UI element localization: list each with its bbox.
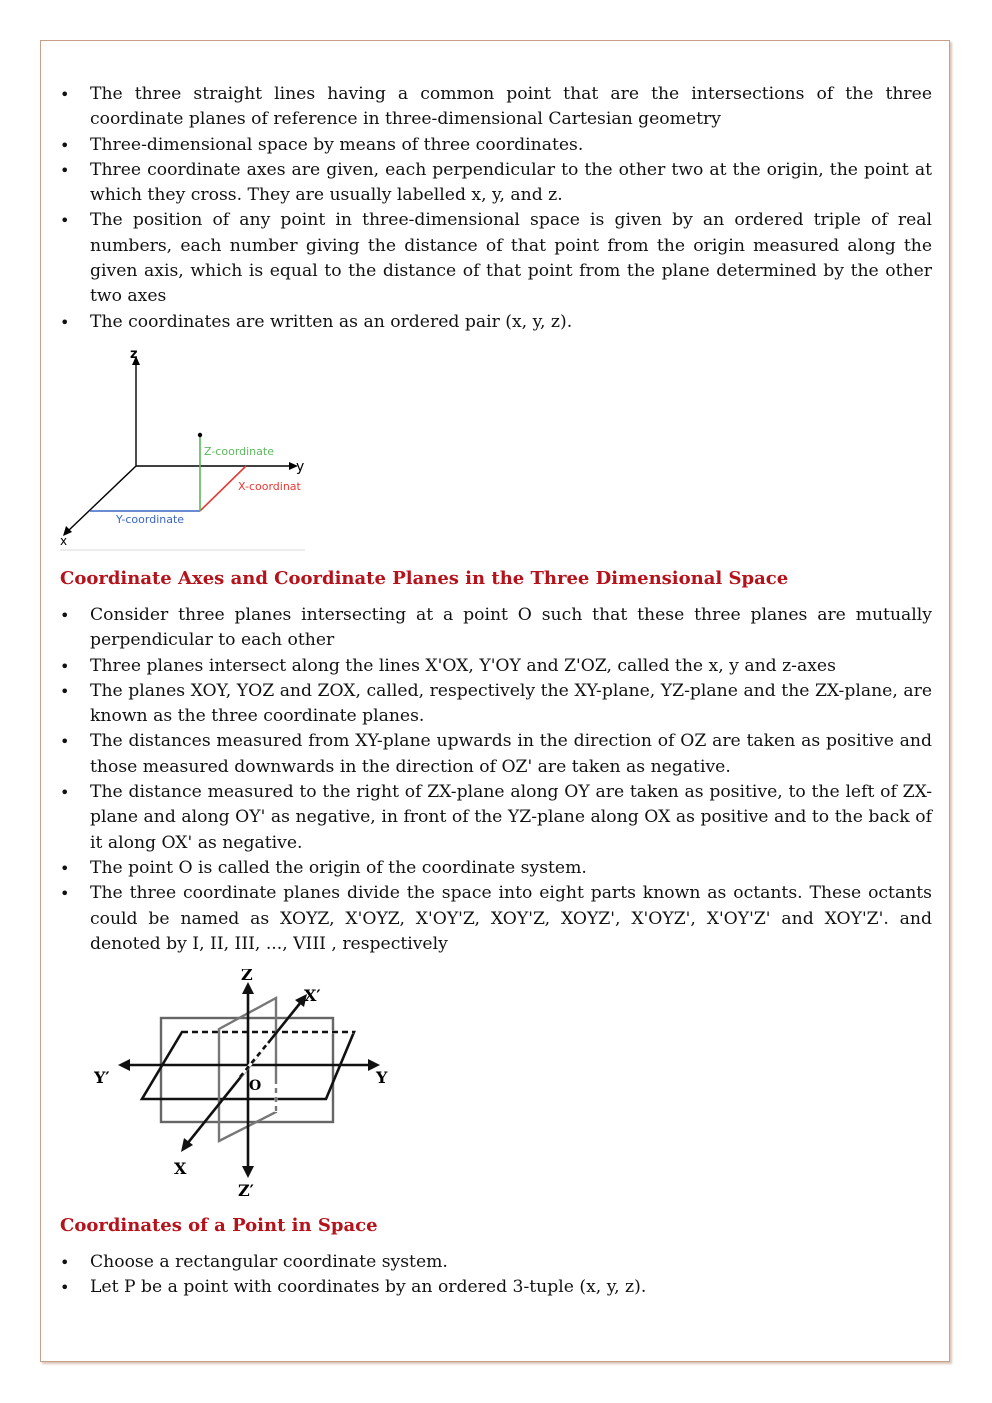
label-y: Y — [376, 1068, 388, 1088]
list-item: • The position of any point in three-dimensional space is given by an ordered triple of real numbers, each number giving the distance of that point from the origin measured along the given axis, which is equal to the distance of that point from the plane determined by the other two axes — [60, 208, 932, 309]
point-coordinates-bullet-list — [60, 1250, 932, 1301]
list-item: • The distance measured to the right of ZX-plane along OY are taken as positive, to the left of ZX-plane and along OY' as negative, in front of the YZ-plane along OX as positive and to the back of it along OX' as negative. — [60, 780, 932, 856]
section-heading-point-coordinates: Coordinates of a Point in Space — [60, 1215, 378, 1237]
label-z: Z — [241, 969, 253, 985]
list-item: • Consider three planes intersecting at a point O such that these three planes are mutually perpendicular to each other — [60, 603, 932, 654]
label-z-neg: Z′ — [238, 1181, 254, 1201]
axis-label-z: z — [130, 346, 138, 362]
list-item: • The point O is called the origin of the coordinate system. — [60, 856, 932, 881]
label-origin: O — [249, 1078, 262, 1095]
list-item: • Three planes intersect along the lines X'OX, Y'OY and Z'OZ, called the x, y and z-axes — [60, 654, 932, 679]
z-coordinate-label: Z-coordinate — [204, 444, 274, 458]
intro-bullet-list — [60, 82, 932, 335]
label-x: X — [174, 1159, 187, 1179]
list-item: • The three coordinate planes divide the space into eight parts known as octants. These octants could be named as XOYZ, X'OYZ, X'OY'Z, XOY'Z, XOYZ', X'OYZ', X'OY'Z' and XOY'Z'. and denoted by I, II, III, ..., VIII , respectively — [60, 881, 932, 957]
list-item: • Three-dimensional space by means of three coordinates. — [60, 133, 932, 158]
section-heading-axes-planes: Coordinate Axes and Coordinate Planes in the Three Dimensional Space — [60, 567, 789, 589]
list-item: • Choose a rectangular coordinate system. — [60, 1250, 932, 1275]
coordinate-axes-figure — [60, 347, 310, 552]
x-coordinate-label: X-coordinat — [238, 479, 301, 493]
list-item: • Three coordinate axes are given, each perpendicular to the other two at the origin, the point at which they cross. They are usually labelled x, y, and z. — [60, 158, 932, 209]
list-item: • The three straight lines having a common point that are the intersections of the three coordinate planes of reference in three-dimensional Cartesian geometry — [60, 82, 932, 133]
axis-label-y: y — [296, 458, 305, 475]
label-x-neg: X′ — [304, 986, 321, 1006]
list-item: • The planes XOY, YOZ and ZOX, called, respectively the XY-plane, YZ-plane and the ZX-plane, are known as the three coordinate planes. — [60, 679, 932, 730]
list-item: • Let P be a point with coordinates by an ordered 3-tuple (x, y, z). — [60, 1275, 932, 1300]
y-coordinate-label: Y-coordinate — [116, 512, 185, 526]
label-y-neg: Y′ — [94, 1068, 110, 1088]
list-item: • The coordinates are written as an ordered pair (x, y, z). — [60, 310, 932, 335]
list-item: • The distances measured from XY-plane upwards in the direction of OZ are taken as positive and those measured downwards in the direction of OZ' are taken as negative. — [60, 729, 932, 780]
octant-planes-figure — [90, 969, 400, 1201]
axes-planes-bullet-list — [60, 603, 932, 957]
axis-label-x: x — [60, 533, 68, 548]
page-content — [60, 82, 932, 1301]
